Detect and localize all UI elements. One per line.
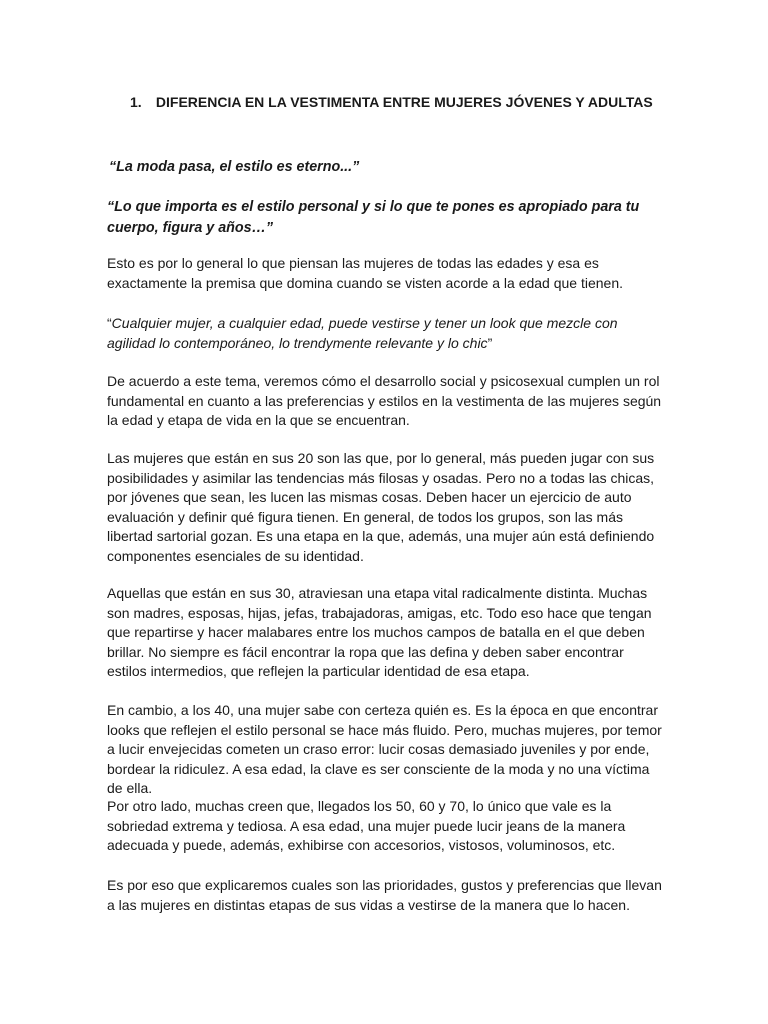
paragraph-twenties: Las mujeres que están en sus 20 son las que, por lo general, más pueden jugar con sus posibilidades y asimilar las tendencias más filosas y osadas. Pero no a todas las chicas, por jóvenes que sean, les lucen las mismas cosas. Deben hacer un ejercicio de auto evaluación y definir qué figura tienen. En general, de todos los grupos, son las más libertad sartorial gozan. Es una etapa en la que, además, una mujer aún está definiendo componentes esenciales de su identidad. <box>107 450 655 564</box>
paragraph-topic: De acuerdo a este tema, veremos cómo el desarrollo social y psicosexual cumplen un rol fundamental en cuanto a las preferencias y estilos en la vestimenta de las mujeres según la edad y etapa de vida en la que se encuentran. <box>107 373 662 429</box>
paragraph-conclusion: Es por eso que explicaremos cuales son las prioridades, gustos y preferencias que llevan a las mujeres en distintas etapas de sus vidas a vestirse de la manera que lo hacen. <box>107 877 662 913</box>
quote-fashion: “La moda pasa, el estilo es eterno...” <box>109 159 360 175</box>
quote-open-mark: “ <box>107 315 112 331</box>
section-heading <box>130 92 690 112</box>
paragraph-fifties-plus: Por otro lado, muchas creen que, llegados los 50, 60 y 70, lo único que vale es la sobriedad extrema y tediosa. A esa edad, una mujer puede lucir jeans de la manera adecuada y puede, además, exhibirse con accesorios, vistosos, voluminosos, etc. <box>107 798 626 854</box>
paragraph-forties: En cambio, a los 40, una mujer sabe con certeza quién es. Es la época en que encontrar looks que reflejen el estilo personal se hace más fluido. Pero, muchas mujeres, por temor a lucir envejecidas cometen un craso error: lucir cosas demasiado juveniles y por ende, bordear la ridiculez. A esa edad, la clave es ser consciente de la moda y no una víctima de ella. <box>107 702 662 797</box>
paragraph-thirties: Aquellas que están en sus 30, atraviesan una etapa vital radicalmente distinta. Muchas son madres, esposas, hijas, jefas, trabajadoras, amigas, etc. Todo eso hace que tengan que repartirse y hacer malabares entre los muchos campos de batalla en el que deben brillar. No siempre es fácil encontrar la ropa que las defina y deben saber encontrar estilos intermedios, que reflejen la particular identidad de esa etapa. <box>107 585 652 680</box>
quote-any-woman <box>107 314 667 353</box>
quote-personal-style: “Lo que importa es el estilo personal y si lo que te pones es apropiado para tu cuerpo, figura y años…” <box>107 199 640 236</box>
paragraph-intro: Esto es por lo general lo que piensan las mujeres de todas las edades y esa es exactamente la premisa que domina cuando se visten acorde a la edad que tienen. <box>107 255 624 291</box>
quote-any-woman-text: Cualquier mujer, a cualquier edad, puede vestirse y tener un look que mezcle con agilidad lo contemporáneo, lo trendymente relevante y lo chic <box>107 315 618 351</box>
heading-number: 1. <box>130 94 142 110</box>
quote-close-mark: ” <box>487 334 493 351</box>
heading-text: DIFERENCIA EN LA VESTIMENTA ENTRE MUJERES JÓVENES Y ADULTAS <box>155 94 653 110</box>
